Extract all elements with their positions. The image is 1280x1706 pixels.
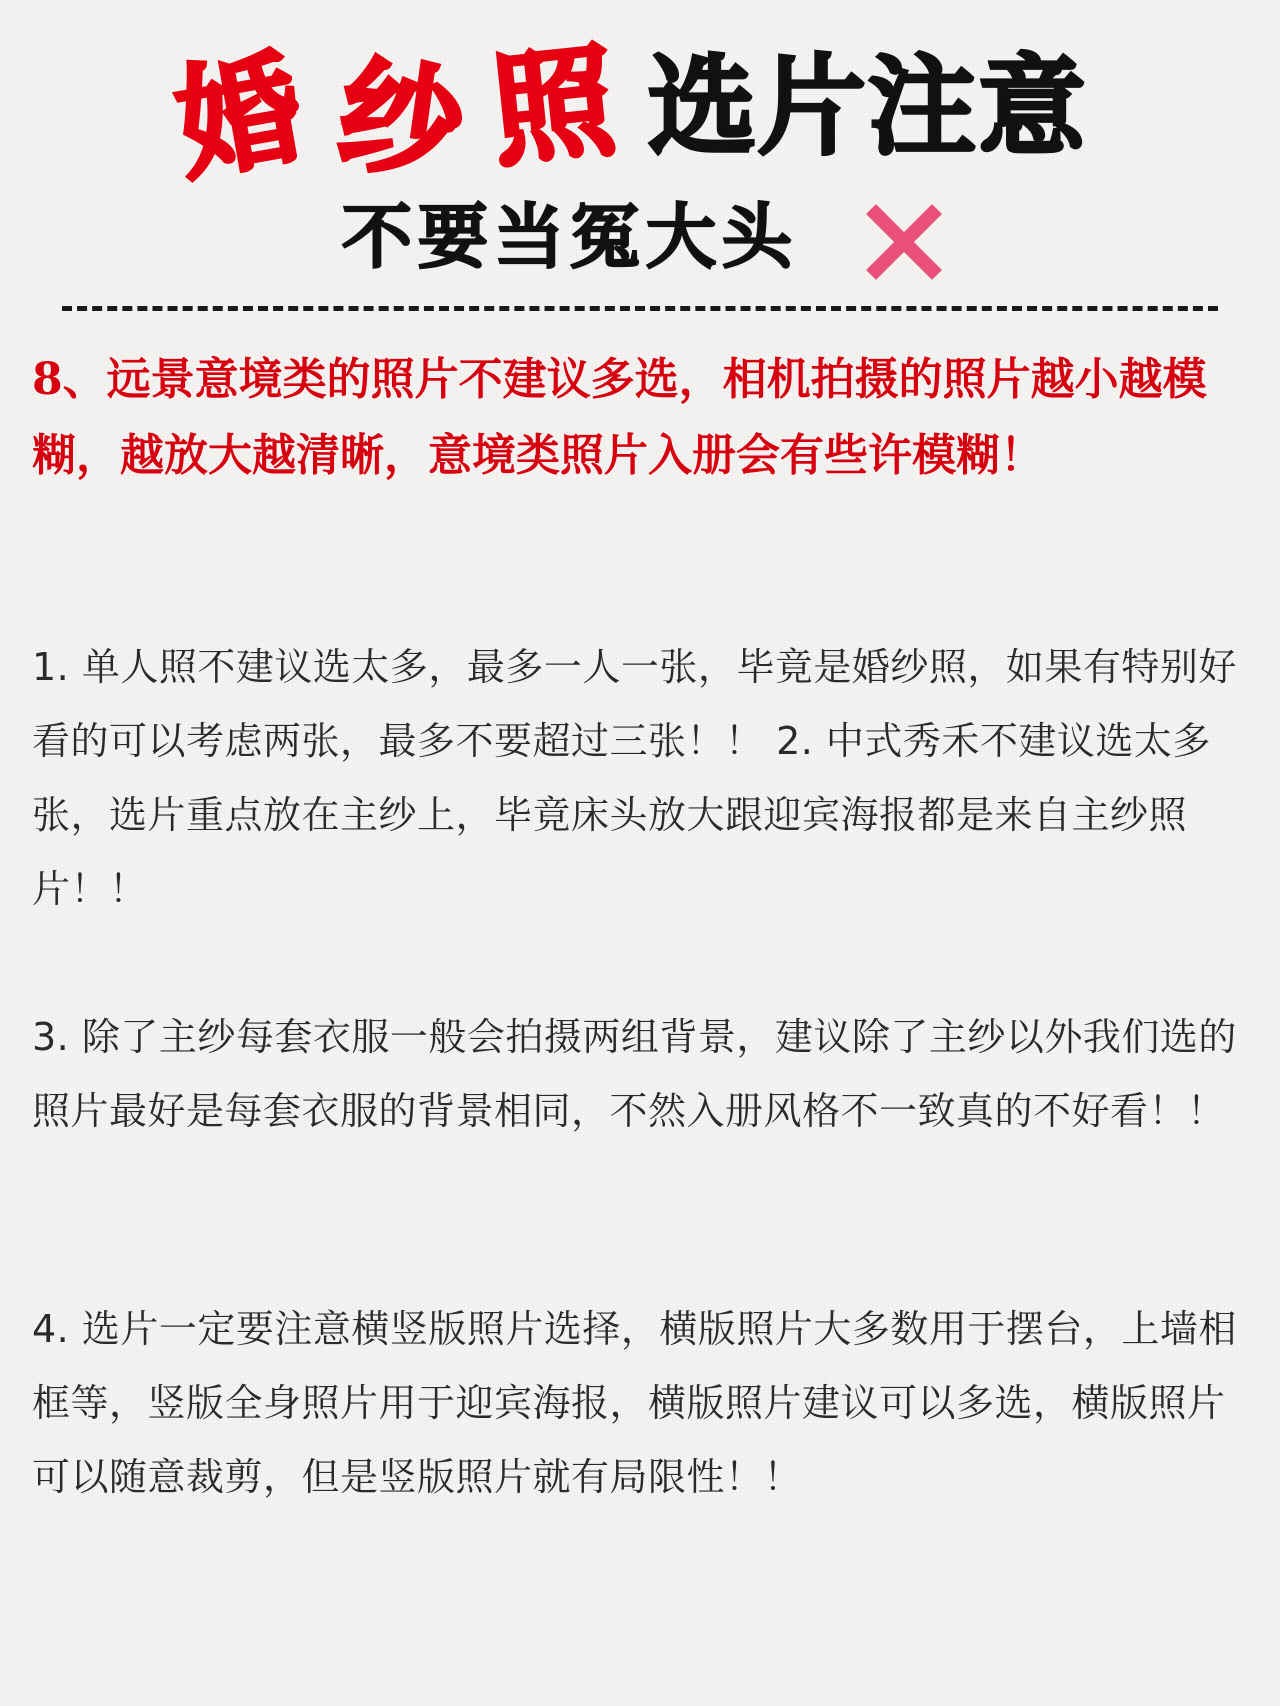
cross-x-icon (866, 204, 942, 280)
title-char-3: 照 (484, 30, 622, 184)
dashed-divider (62, 306, 1218, 311)
subtitle-row (0, 196, 1280, 286)
page-title (0, 30, 1280, 200)
title-black-text: 选片注意 (648, 45, 1089, 170)
tip-paragraph-1: 1. 单人照不建议选太多，最多一人一张，毕竟是婚纱照，如果有特别好看的可以考虑两张，最多不要超过三张！！ 2. 中式秀禾不建议选太多张，选片重点放在主纱上，毕竟床头放大跟迎宾海报都是来自主纱照片！！ (32, 645, 1237, 911)
subtitle: 不要当冤大头 (342, 196, 798, 278)
tip-paragraph-2: 3. 除了主纱每套衣服一般会拍摄两组背景，建议除了主纱以外我们选的照片最好是每套衣服的背景相同，不然入册风格不一致真的不好看！！ (32, 1015, 1237, 1133)
title-char-1: 婚 (166, 36, 312, 198)
highlight-tip: 8、远景意境类的照片不建议多选，相机拍摄的照片越小越模糊，越放大越清晰，意境类照片入册会有些许模糊！ (32, 354, 1207, 481)
title-char-2: 纱 (330, 42, 472, 200)
tip-paragraph-3: 4. 选片一定要注意横竖版照片选择，横版照片大多数用于摆台，上墙相框等，竖版全身照片用于迎宾海报，横版照片建议可以多选，横版照片可以随意裁剪，但是竖版照片就有局限性！！ (32, 1307, 1237, 1499)
